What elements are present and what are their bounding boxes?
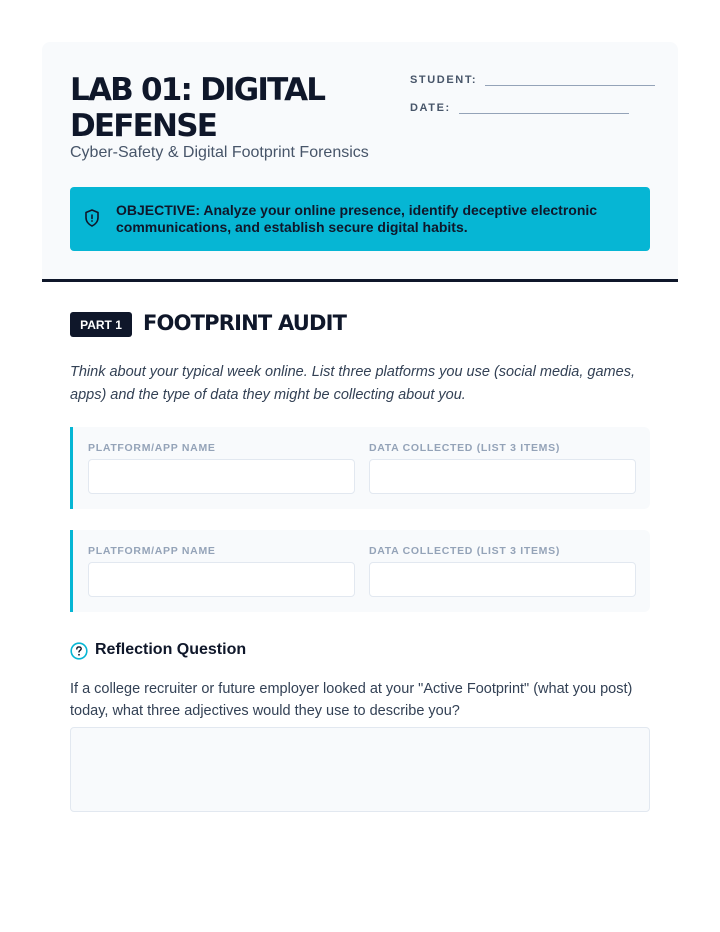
date-field[interactable] bbox=[410, 102, 629, 114]
objective-banner bbox=[70, 187, 650, 251]
audit-row bbox=[70, 427, 650, 509]
audit-row bbox=[70, 530, 650, 612]
student-label: STUDENT: bbox=[410, 74, 478, 86]
data-collected-label: DATA COLLECTED (LIST 3 ITEMS) bbox=[369, 545, 561, 557]
shield-icon bbox=[84, 209, 100, 227]
data-collected-label: DATA COLLECTED (LIST 3 ITEMS) bbox=[369, 442, 561, 454]
student-line[interactable] bbox=[485, 85, 655, 86]
objective-text: OBJECTIVE: Analyze your online presence, identify deceptive electronic communications, and establish secure digital habits. bbox=[116, 202, 598, 235]
platform-label: PLATFORM/APP NAME bbox=[88, 442, 216, 454]
reflection-question: If a college recruiter or future employer looked at your "Active Footprint" (what you post) today, what three adjectives would they use to describe you? bbox=[70, 681, 633, 719]
reflection-answer-box[interactable] bbox=[70, 727, 650, 812]
page-subtitle: Cyber-Safety & Digital Footprint Forensics bbox=[70, 144, 369, 161]
date-line[interactable] bbox=[459, 113, 629, 114]
student-field[interactable] bbox=[410, 74, 655, 86]
date-label: DATE: bbox=[410, 102, 451, 114]
reflection-title: Reflection Question bbox=[95, 641, 247, 658]
platform-label: PLATFORM/APP NAME bbox=[88, 545, 216, 557]
data-collected-input[interactable] bbox=[369, 562, 636, 597]
data-collected-input[interactable] bbox=[369, 459, 636, 494]
platform-input[interactable] bbox=[88, 459, 355, 494]
page-title: LAB 01: DIGITAL DEFENSE bbox=[70, 72, 325, 144]
question-circle-icon bbox=[70, 642, 88, 660]
platform-input[interactable] bbox=[88, 562, 355, 597]
worksheet-header bbox=[42, 42, 678, 282]
section-title: FOOTPRINT AUDIT bbox=[143, 311, 347, 335]
part-badge: PART 1 bbox=[70, 312, 132, 337]
instructions-text: Think about your typical week online. List three platforms you use (social media, games, apps) and the type of data they might be collecting about you. bbox=[70, 364, 635, 403]
